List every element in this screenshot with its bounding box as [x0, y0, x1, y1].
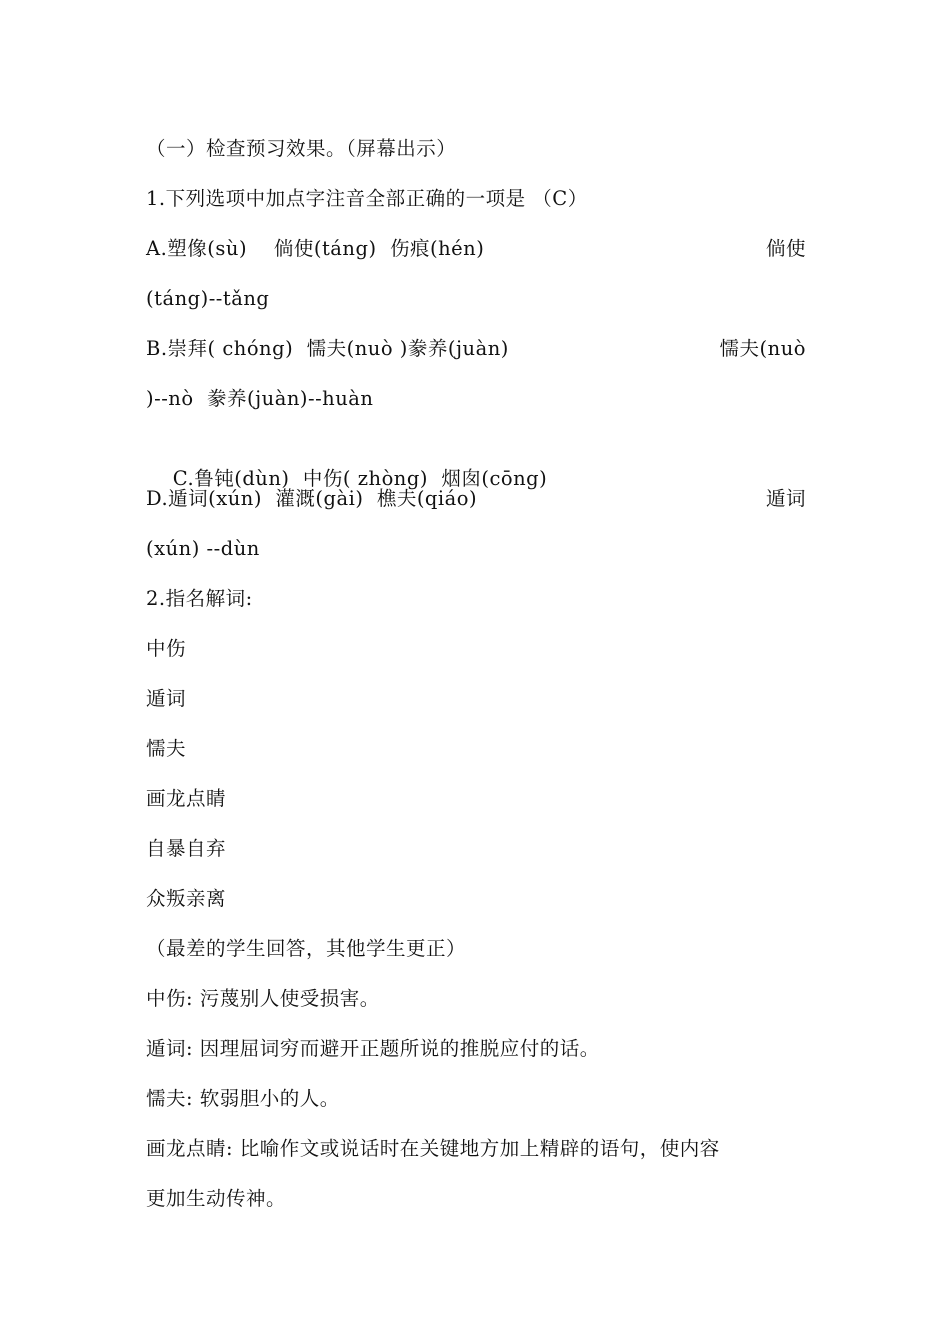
- option-c: [146, 434, 806, 490]
- answer-line: 懦夫: 软弱胆小的人。: [146, 1087, 340, 1110]
- option-d-text: D.遁词(xún) 灌溉(gài) 樵夫(qiáo): [146, 487, 478, 510]
- answer-line: 中伤: 污蔑别人使受损害。: [146, 987, 380, 1010]
- answer-line: 画龙点睛: 比喻作文或说话时在关键地方加上精辟的语句，使内容: [146, 1137, 720, 1160]
- vocab-word: 众叛亲离: [146, 887, 227, 910]
- vocab-word: 中伤: [146, 637, 187, 660]
- option-a: [146, 234, 806, 284]
- option-a-correction-start: 倘使: [765, 237, 806, 260]
- question-1-stem: 1.下列选项中加点字注音全部正确的一项是 （C）: [146, 187, 588, 210]
- option-b-text: B.崇拜( chóng) 懦夫(nuò )豢养(juàn): [146, 337, 509, 360]
- option-c-text: C.鲁钝(dùn) 中伤( zhòng) 烟囱(cōng): [172, 467, 548, 490]
- option-b: [146, 334, 806, 384]
- question-2-stem: 2.指名解词:: [146, 587, 253, 610]
- answer-line: 遁词: 因理屈词穷而避开正题所说的推脱应付的话。: [146, 1037, 600, 1060]
- vocab-word: 画龙点睛: [146, 787, 227, 810]
- document-page: [146, 134, 806, 1234]
- option-a-correction: (táng)--tǎng: [146, 287, 270, 310]
- answer-line: 更加生动传神。: [146, 1187, 287, 1210]
- vocab-word: 懦夫: [146, 737, 187, 760]
- section-heading: （一）检查预习效果。（屏幕出示）: [146, 137, 457, 160]
- option-b-correction-start: 懦夫(nuò: [719, 337, 806, 360]
- option-b-correction: )--nò 豢养(juàn)--huàn: [146, 387, 374, 410]
- answer-instruction: （最差的学生回答，其他学生更正）: [146, 937, 467, 960]
- vocab-word: 自暴自弃: [146, 837, 227, 860]
- option-a-text: A.塑像(sù) 倘使(táng) 伤痕(hén): [146, 237, 485, 260]
- option-d-correction: (xún) --dùn: [146, 537, 260, 560]
- option-d-correction-start: 遁词: [765, 487, 806, 510]
- option-d: [146, 484, 806, 534]
- vocab-word: 遁词: [146, 687, 187, 710]
